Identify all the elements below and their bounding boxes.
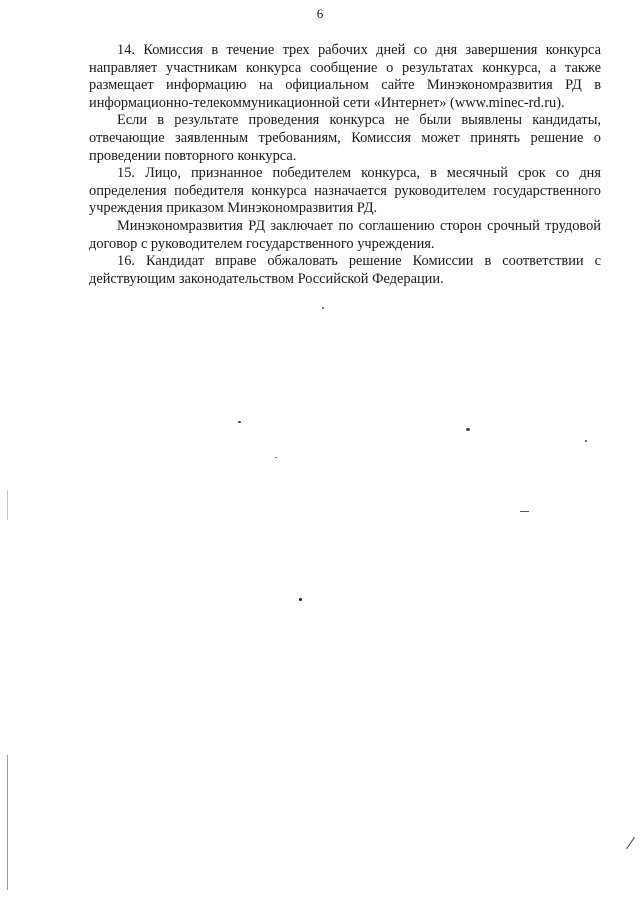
scan-speck <box>299 598 302 601</box>
document-body <box>89 42 601 288</box>
scan-dash-mark <box>520 511 529 512</box>
scan-left-edge <box>7 755 8 890</box>
scan-slash-mark <box>626 837 635 849</box>
scan-speck <box>238 421 241 423</box>
page-number: 6 <box>316 6 324 21</box>
scan-speck <box>322 307 324 309</box>
scan-speck <box>585 440 587 442</box>
paragraph-14: 14. Комиссия в течение трех рабочих дней со дня завершения конкурса направляет участникам конкурса сообщение о результатах конкурса, а также размещает информацию на официальном сайте Минэкономразвития РД в информационно-телекоммуникационной сети «Интернет» (www.minec-rd.ru). <box>89 42 601 111</box>
paragraph-15: 15. Лицо, признанное победителем конкурса, в месячный срок со дня определения победителя конкурса назначается руководителем государственного учреждения приказом Минэкономразвития РД. <box>89 165 601 217</box>
scan-speck <box>275 457 277 458</box>
paragraph-repeat-contest: Если в результате проведения конкурса не были выявлены кандидаты, отвечающие заявленным требованиям, Комиссия может принять решение о проведении повторного конкурса. <box>89 112 601 164</box>
paragraph-16: 16. Кандидат вправе обжаловать решение Комиссии в соответствии с действующим законодательством Российской Федерации. <box>89 253 601 287</box>
scan-left-edge <box>7 490 8 520</box>
paragraph-contract: Минэкономразвития РД заключает по соглашению сторон срочный трудовой договор с руководителем государственного учреждения. <box>89 217 601 252</box>
scan-speck <box>466 428 470 431</box>
